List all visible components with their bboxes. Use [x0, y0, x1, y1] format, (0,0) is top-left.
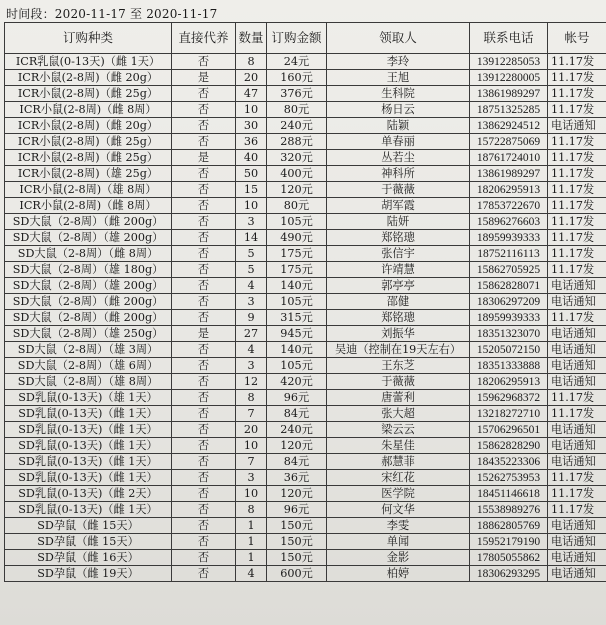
cell-amount: 288元 — [267, 134, 327, 150]
cell-receiver: 唐蕾利 — [327, 390, 470, 406]
cell-order-type: SD大鼠（2-8周）（雌 8周） — [5, 246, 172, 262]
cell-account: 11.17发 — [548, 230, 606, 246]
table-row — [5, 310, 606, 326]
cell-quantity: 30 — [236, 118, 267, 134]
cell-quantity: 1 — [236, 550, 267, 566]
table-row — [5, 518, 606, 534]
cell-receiver: 单春丽 — [327, 134, 470, 150]
cell-direct: 否 — [172, 390, 236, 406]
col-header-phone: 联系电话 — [470, 23, 548, 54]
cell-amount: 420元 — [267, 374, 327, 390]
cell-direct: 否 — [172, 198, 236, 214]
cell-account: 电话通知 — [548, 422, 606, 438]
cell-receiver: 张信宇 — [327, 246, 470, 262]
cell-amount: 24元 — [267, 54, 327, 70]
cell-quantity: 20 — [236, 70, 267, 86]
cell-quantity: 50 — [236, 166, 267, 182]
cell-account: 电话通知 — [548, 278, 606, 294]
cell-direct: 否 — [172, 166, 236, 182]
cell-receiver: 陆颖 — [327, 118, 470, 134]
cell-phone: 13912285053 — [470, 54, 548, 70]
cell-quantity: 4 — [236, 566, 267, 582]
cell-account: 11.17发 — [548, 166, 606, 182]
cell-receiver: 梁云云 — [327, 422, 470, 438]
cell-receiver: 神科所 — [327, 166, 470, 182]
cell-receiver: 单闻 — [327, 534, 470, 550]
table-row — [5, 246, 606, 262]
cell-quantity: 9 — [236, 310, 267, 326]
cell-amount: 36元 — [267, 470, 327, 486]
cell-amount: 140元 — [267, 342, 327, 358]
cell-order-type: SD大鼠（2-8周）（雄 200g） — [5, 278, 172, 294]
cell-account: 电话通知 — [548, 454, 606, 470]
cell-amount: 105元 — [267, 214, 327, 230]
cell-phone: 15538989276 — [470, 502, 548, 518]
table-row — [5, 54, 606, 70]
cell-amount: 315元 — [267, 310, 327, 326]
col-header-account: 帐号 — [548, 23, 606, 54]
cell-phone: 18761724010 — [470, 150, 548, 166]
cell-account: 11.17发 — [548, 262, 606, 278]
cell-amount: 240元 — [267, 118, 327, 134]
table-row — [5, 454, 606, 470]
table-row — [5, 390, 606, 406]
cell-account: 电话通知 — [548, 358, 606, 374]
cell-amount: 376元 — [267, 86, 327, 102]
cell-direct: 是 — [172, 70, 236, 86]
cell-account: 电话通知 — [548, 326, 606, 342]
cell-direct: 否 — [172, 550, 236, 566]
cell-amount: 120元 — [267, 486, 327, 502]
cell-account: 11.17发 — [548, 214, 606, 230]
cell-amount: 160元 — [267, 70, 327, 86]
cell-receiver: 生科院 — [327, 86, 470, 102]
cell-receiver: 许靖慧 — [327, 262, 470, 278]
cell-amount: 84元 — [267, 406, 327, 422]
cell-order-type: ICR小鼠(2-8周)（雄 8周） — [5, 182, 172, 198]
cell-amount: 490元 — [267, 230, 327, 246]
cell-account: 11.17发 — [548, 198, 606, 214]
orders-table — [4, 22, 606, 582]
cell-order-type: ICR小鼠(2-8周)（雌 20g） — [5, 118, 172, 134]
cell-account: 电话通知 — [548, 342, 606, 358]
table-row — [5, 486, 606, 502]
cell-quantity: 3 — [236, 358, 267, 374]
cell-direct: 否 — [172, 486, 236, 502]
cell-amount: 96元 — [267, 390, 327, 406]
cell-receiver: 宋红花 — [327, 470, 470, 486]
table-row — [5, 134, 606, 150]
cell-phone: 15962968372 — [470, 390, 548, 406]
cell-phone: 18206295913 — [470, 182, 548, 198]
cell-order-type: SD大鼠（2-8周）（雌 200g） — [5, 214, 172, 230]
cell-order-type: SD孕鼠（雌 16天） — [5, 550, 172, 566]
cell-account: 电话通知 — [548, 566, 606, 582]
cell-account: 电话通知 — [548, 534, 606, 550]
cell-direct: 否 — [172, 134, 236, 150]
table-row — [5, 470, 606, 486]
table-row — [5, 342, 606, 358]
cell-quantity: 10 — [236, 438, 267, 454]
cell-order-type: SD大鼠（2-8周）（雄 200g） — [5, 230, 172, 246]
cell-quantity: 20 — [236, 422, 267, 438]
cell-direct: 否 — [172, 230, 236, 246]
cell-receiver: 医学院 — [327, 486, 470, 502]
cell-direct: 否 — [172, 246, 236, 262]
cell-receiver: 朱星佳 — [327, 438, 470, 454]
cell-account: 电话通知 — [548, 118, 606, 134]
cell-phone: 15722875069 — [470, 134, 548, 150]
table-row — [5, 230, 606, 246]
cell-account: 11.17发 — [548, 390, 606, 406]
cell-quantity: 8 — [236, 54, 267, 70]
cell-receiver: 郝慧菲 — [327, 454, 470, 470]
cell-order-type: SD乳鼠(0-13天)（雌 2天） — [5, 486, 172, 502]
cell-receiver: 张大超 — [327, 406, 470, 422]
cell-direct: 否 — [172, 214, 236, 230]
table-row — [5, 374, 606, 390]
cell-phone: 18751325285 — [470, 102, 548, 118]
cell-order-type: SD乳鼠(0-13天)（雌 1天） — [5, 406, 172, 422]
cell-quantity: 10 — [236, 486, 267, 502]
cell-account: 电话通知 — [548, 438, 606, 454]
col-header-direct: 直接代养 — [172, 23, 236, 54]
cell-phone: 13861989297 — [470, 166, 548, 182]
cell-phone: 15706296501 — [470, 422, 548, 438]
cell-phone: 18451146618 — [470, 486, 548, 502]
cell-order-type: SD乳鼠(0-13天)（雌 1天） — [5, 470, 172, 486]
cell-quantity: 3 — [236, 214, 267, 230]
cell-amount: 150元 — [267, 534, 327, 550]
table-row — [5, 502, 606, 518]
cell-order-type: SD乳鼠(0-13天)（雌 1天） — [5, 454, 172, 470]
cell-quantity: 8 — [236, 502, 267, 518]
cell-amount: 945元 — [267, 326, 327, 342]
cell-order-type: SD大鼠（2-8周）（雄 3周） — [5, 342, 172, 358]
cell-order-type: ICR小鼠(2-8周)（雌 8周） — [5, 198, 172, 214]
cell-quantity: 4 — [236, 278, 267, 294]
cell-phone: 18959939333 — [470, 230, 548, 246]
cell-amount: 84元 — [267, 454, 327, 470]
cell-order-type: SD乳鼠(0-13天)（雌 1天） — [5, 422, 172, 438]
cell-amount: 105元 — [267, 294, 327, 310]
cell-direct: 是 — [172, 326, 236, 342]
table-row — [5, 550, 606, 566]
cell-order-type: SD大鼠（2-8周）（雌 200g） — [5, 310, 172, 326]
cell-quantity: 27 — [236, 326, 267, 342]
cell-account: 11.17发 — [548, 54, 606, 70]
col-header-receiver: 领取人 — [327, 23, 470, 54]
col-header-type: 订购种类 — [5, 23, 172, 54]
cell-account: 11.17发 — [548, 102, 606, 118]
cell-account: 11.17发 — [548, 150, 606, 166]
cell-direct: 否 — [172, 118, 236, 134]
cell-quantity: 40 — [236, 150, 267, 166]
cell-phone: 15205072150 — [470, 342, 548, 358]
cell-account: 11.17发 — [548, 406, 606, 422]
cell-quantity: 47 — [236, 86, 267, 102]
cell-direct: 否 — [172, 102, 236, 118]
cell-quantity: 5 — [236, 262, 267, 278]
cell-phone: 15862828071 — [470, 278, 548, 294]
cell-order-type: ICR小鼠(2-8周)（雌 25g） — [5, 150, 172, 166]
cell-phone: 15862828290 — [470, 438, 548, 454]
cell-phone: 18435223306 — [470, 454, 548, 470]
table-row — [5, 102, 606, 118]
header-row — [5, 23, 606, 54]
cell-amount: 80元 — [267, 198, 327, 214]
cell-amount: 400元 — [267, 166, 327, 182]
cell-quantity: 8 — [236, 390, 267, 406]
cell-receiver: 郑铭璁 — [327, 310, 470, 326]
cell-order-type: SD大鼠（2-8周）（雄 6周） — [5, 358, 172, 374]
cell-receiver: 李玲 — [327, 54, 470, 70]
date-range: 时间段：2020-11-17 至 2020-11-17 — [6, 7, 218, 21]
cell-receiver: 金影 — [327, 550, 470, 566]
cell-direct: 否 — [172, 342, 236, 358]
cell-receiver: 王旭 — [327, 70, 470, 86]
cell-amount: 320元 — [267, 150, 327, 166]
cell-account: 11.17发 — [548, 246, 606, 262]
cell-order-type: SD大鼠（2-8周）（雄 8周） — [5, 374, 172, 390]
cell-amount: 80元 — [267, 102, 327, 118]
cell-order-type: SD孕鼠（雌 15天） — [5, 518, 172, 534]
cell-order-type: ICR小鼠(2-8周)（雄 25g） — [5, 166, 172, 182]
table-row — [5, 566, 606, 582]
cell-order-type: SD大鼠（2-8周）（雄 250g） — [5, 326, 172, 342]
cell-direct: 否 — [172, 470, 236, 486]
cell-direct: 否 — [172, 438, 236, 454]
cell-quantity: 3 — [236, 294, 267, 310]
cell-phone: 15896276603 — [470, 214, 548, 230]
cell-direct: 否 — [172, 54, 236, 70]
cell-quantity: 12 — [236, 374, 267, 390]
cell-amount: 140元 — [267, 278, 327, 294]
cell-quantity: 4 — [236, 342, 267, 358]
cell-order-type: SD乳鼠(0-13天)（雌 1天） — [5, 438, 172, 454]
cell-order-type: ICR小鼠(2-8周)（雌 8周） — [5, 102, 172, 118]
cell-order-type: SD大鼠（2-8周）（雄 180g） — [5, 262, 172, 278]
cell-amount: 150元 — [267, 550, 327, 566]
cell-receiver: 于薇薇 — [327, 182, 470, 198]
cell-quantity: 7 — [236, 406, 267, 422]
cell-account: 电话通知 — [548, 374, 606, 390]
cell-quantity: 15 — [236, 182, 267, 198]
cell-order-type: ICR小鼠(2-8周)（雌 25g） — [5, 134, 172, 150]
cell-phone: 13862924512 — [470, 118, 548, 134]
cell-direct: 否 — [172, 86, 236, 102]
cell-account: 11.17发 — [548, 86, 606, 102]
table-row — [5, 70, 606, 86]
cell-direct: 否 — [172, 294, 236, 310]
cell-quantity: 14 — [236, 230, 267, 246]
cell-order-type: SD乳鼠(0-13天)（雄 1天） — [5, 390, 172, 406]
table-row — [5, 406, 606, 422]
col-header-qty: 数量 — [236, 23, 267, 54]
cell-receiver: 何文华 — [327, 502, 470, 518]
cell-receiver: 王东芝 — [327, 358, 470, 374]
table-row — [5, 198, 606, 214]
cell-phone: 15262753953 — [470, 470, 548, 486]
cell-phone: 13861989297 — [470, 86, 548, 102]
cell-amount: 96元 — [267, 502, 327, 518]
cell-quantity: 7 — [236, 454, 267, 470]
cell-order-type: SD大鼠（2-8周）（雌 200g） — [5, 294, 172, 310]
cell-phone: 18351333888 — [470, 358, 548, 374]
table-row — [5, 166, 606, 182]
table-row — [5, 358, 606, 374]
cell-direct: 否 — [172, 374, 236, 390]
cell-order-type: ICR小鼠(2-8周)（雌 20g） — [5, 70, 172, 86]
cell-receiver: 郑铭璁 — [327, 230, 470, 246]
cell-receiver: 胡军霞 — [327, 198, 470, 214]
cell-direct: 是 — [172, 150, 236, 166]
table-row — [5, 150, 606, 166]
cell-direct: 否 — [172, 262, 236, 278]
table-row — [5, 182, 606, 198]
cell-direct: 否 — [172, 406, 236, 422]
cell-receiver: 丛若尘 — [327, 150, 470, 166]
cell-account: 电话通知 — [548, 550, 606, 566]
cell-quantity: 1 — [236, 518, 267, 534]
cell-direct: 否 — [172, 534, 236, 550]
cell-quantity: 10 — [236, 198, 267, 214]
cell-phone: 18862805769 — [470, 518, 548, 534]
cell-quantity: 36 — [236, 134, 267, 150]
cell-direct: 否 — [172, 182, 236, 198]
col-header-amount: 订购金额 — [267, 23, 327, 54]
table-row — [5, 86, 606, 102]
cell-phone: 13912280005 — [470, 70, 548, 86]
cell-phone: 15862705925 — [470, 262, 548, 278]
cell-phone: 17805055862 — [470, 550, 548, 566]
cell-direct: 否 — [172, 278, 236, 294]
cell-direct: 否 — [172, 358, 236, 374]
cell-receiver: 于薇薇 — [327, 374, 470, 390]
cell-account: 11.17发 — [548, 70, 606, 86]
cell-amount: 600元 — [267, 566, 327, 582]
cell-amount: 120元 — [267, 182, 327, 198]
cell-amount: 105元 — [267, 358, 327, 374]
cell-quantity: 3 — [236, 470, 267, 486]
cell-phone: 18351323070 — [470, 326, 548, 342]
cell-receiver: 刘振华 — [327, 326, 470, 342]
cell-amount: 240元 — [267, 422, 327, 438]
cell-receiver: 吴迪（控制在19天左右） — [327, 342, 470, 358]
table-row — [5, 118, 606, 134]
cell-amount: 150元 — [267, 518, 327, 534]
cell-order-type: SD孕鼠（雌 19天） — [5, 566, 172, 582]
table-row — [5, 262, 606, 278]
cell-quantity: 1 — [236, 534, 267, 550]
cell-phone: 18206295913 — [470, 374, 548, 390]
cell-account: 11.17发 — [548, 486, 606, 502]
cell-quantity: 10 — [236, 102, 267, 118]
cell-receiver: 李雯 — [327, 518, 470, 534]
cell-quantity: 5 — [236, 246, 267, 262]
cell-direct: 否 — [172, 310, 236, 326]
cell-phone: 17853722670 — [470, 198, 548, 214]
cell-account: 电话通知 — [548, 518, 606, 534]
cell-direct: 否 — [172, 422, 236, 438]
cell-order-type: SD乳鼠(0-13天)（雌 1天） — [5, 502, 172, 518]
table-row — [5, 534, 606, 550]
cell-phone: 13218272710 — [470, 406, 548, 422]
table-row — [5, 294, 606, 310]
cell-account: 11.17发 — [548, 134, 606, 150]
table-row — [5, 278, 606, 294]
cell-receiver: 陆妍 — [327, 214, 470, 230]
cell-account: 电话通知 — [548, 294, 606, 310]
cell-direct: 否 — [172, 566, 236, 582]
cell-phone: 18306293295 — [470, 566, 548, 582]
cell-account: 11.17发 — [548, 470, 606, 486]
cell-receiver: 杨日云 — [327, 102, 470, 118]
cell-account: 11.17发 — [548, 182, 606, 198]
cell-direct: 否 — [172, 518, 236, 534]
cell-order-type: ICR小鼠(2-8周)（雌 25g） — [5, 86, 172, 102]
cell-receiver: 邵健 — [327, 294, 470, 310]
cell-account: 11.17发 — [548, 502, 606, 518]
cell-order-type: ICR乳鼠(0-13天)（雌 1天） — [5, 54, 172, 70]
cell-phone: 18752116113 — [470, 246, 548, 262]
cell-amount: 175元 — [267, 262, 327, 278]
table-row — [5, 214, 606, 230]
cell-receiver: 郭亭亭 — [327, 278, 470, 294]
cell-phone: 18959939333 — [470, 310, 548, 326]
cell-direct: 否 — [172, 454, 236, 470]
cell-direct: 否 — [172, 502, 236, 518]
cell-order-type: SD孕鼠（雌 15天） — [5, 534, 172, 550]
cell-phone: 15952179190 — [470, 534, 548, 550]
cell-phone: 18306297209 — [470, 294, 548, 310]
table-row — [5, 326, 606, 342]
cell-receiver: 柏婷 — [327, 566, 470, 582]
cell-amount: 120元 — [267, 438, 327, 454]
table-row — [5, 438, 606, 454]
cell-amount: 175元 — [267, 246, 327, 262]
cell-account: 11.17发 — [548, 310, 606, 326]
table-row — [5, 422, 606, 438]
